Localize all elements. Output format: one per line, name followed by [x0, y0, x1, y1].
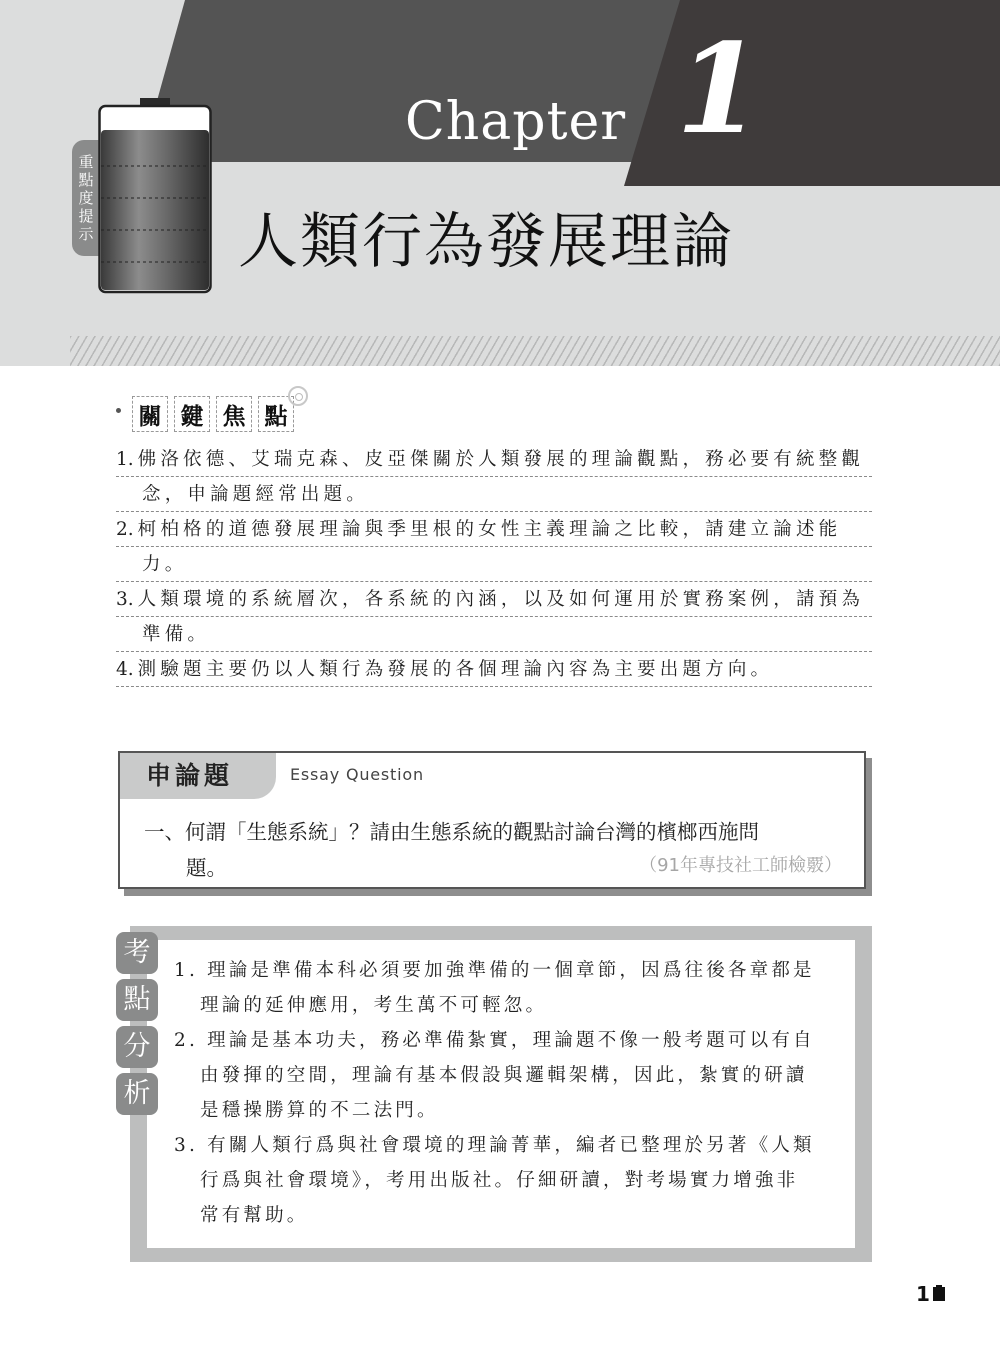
- importance-char: 示: [78, 225, 94, 243]
- chapter-number: 1: [676, 17, 763, 162]
- importance-label: [72, 140, 100, 256]
- analysis-tab-char: 點: [116, 979, 158, 1021]
- essay-source: （91年專技社工師檢覈）: [639, 855, 842, 876]
- importance-char: 度: [78, 189, 94, 207]
- key-points-heading: [114, 386, 334, 436]
- bullet-dot-icon: [116, 408, 121, 413]
- essay-question-line: 一、何謂「生態系統」？請由生態系統的觀點討論台灣的檳榔西施問: [144, 820, 759, 844]
- analysis-tab-char: 分: [116, 1026, 158, 1068]
- importance-battery-icon: [98, 98, 212, 294]
- analysis-text: [174, 953, 842, 1233]
- analysis-line: 2. 理論是基本功夫，務必準備紮實，理論題不像一般考題可以有自: [174, 1030, 815, 1051]
- analysis-line: 由發揮的空間，理論有基本假設與邏輯架構，因此，紮實的研讀: [200, 1065, 808, 1086]
- header-hatch-pattern: [70, 336, 1000, 366]
- analysis-tab-char: 析: [116, 1073, 158, 1115]
- chapter-header: [0, 0, 1000, 366]
- key-point-continuation: 力。: [116, 547, 872, 582]
- key-points-list: [116, 442, 872, 687]
- importance-char: 重: [78, 153, 94, 171]
- key-point-continuation: 念，申論題經常出題。: [116, 477, 872, 512]
- key-point-item: 2. 柯柏格的道德發展理論與季里根的女性主義理論之比較，請建立論述能: [116, 512, 872, 547]
- analysis-tab-char: 考: [116, 932, 158, 974]
- analysis-line: 1. 理論是準備本科必須要加強準備的一個章節，因爲往後各章都是: [174, 960, 815, 981]
- analysis-line: 是穩操勝算的不二法門。: [200, 1100, 439, 1121]
- essay-label-english: Essay Question: [290, 765, 424, 784]
- importance-char: 提: [78, 207, 94, 225]
- essay-question-box: [118, 751, 866, 889]
- analysis-line: 理論的延伸應用，考生萬不可輕忽。: [200, 995, 548, 1016]
- importance-char: 點: [78, 171, 94, 189]
- importance-level-fill: [101, 130, 209, 290]
- page-number: 1: [916, 1282, 930, 1306]
- analysis-line: 3. 有關人類行爲與社會環境的理論菁華，編者已整理於另著《人類: [174, 1135, 815, 1156]
- key-heading-char: 點: [258, 396, 294, 432]
- page-tab-icon: [933, 1285, 945, 1301]
- target-ring-icon: [288, 386, 308, 406]
- analysis-line: 常有幫助。: [200, 1205, 309, 1226]
- essay-label: 申論題: [120, 753, 276, 799]
- essay-question-line: 題。: [186, 856, 227, 880]
- key-heading-char: 關: [132, 396, 168, 432]
- key-point-item: 1. 佛洛依德、艾瑞克森、皮亞傑關於人類發展的理論觀點，務必要有統整觀: [116, 442, 872, 477]
- key-point-item: 3. 人類環境的系統層次，各系統的內涵，以及如何運用於實務案例，請預為: [116, 582, 872, 617]
- chapter-label: Chapter: [405, 92, 627, 152]
- key-point-continuation: 準備。: [116, 617, 872, 652]
- key-point-item: 4. 測驗題主要仍以人類行為發展的各個理論內容為主要出題方向。: [116, 652, 872, 687]
- analysis-line: 行爲與社會環境》，考用出版社。仔細研讀，對考場實力增強非: [200, 1170, 799, 1191]
- chapter-title: 人類行為發展理論: [238, 207, 734, 277]
- key-heading-char: 焦: [216, 396, 252, 432]
- key-heading-char: 鍵: [174, 396, 210, 432]
